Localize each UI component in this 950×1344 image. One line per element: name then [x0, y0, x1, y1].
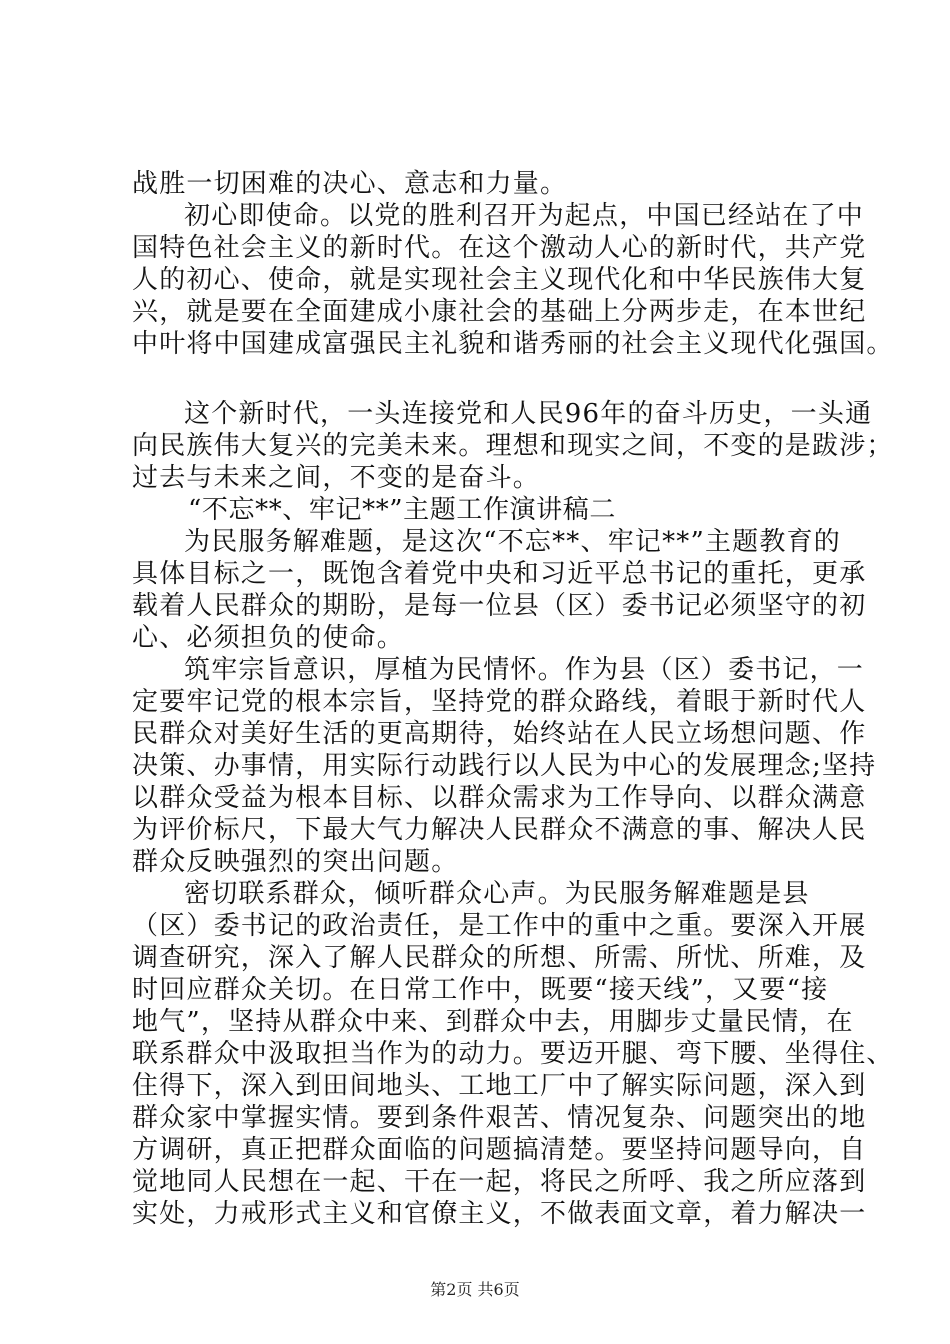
section-title: “不忘**、牢记**”主题工作演讲稿二: [188, 495, 616, 525]
text-line: 时回应群众关切。在日常工作中，既要“接天线”，又要“接: [132, 975, 829, 1005]
text-line: 过去与未来之间，不变的是奋斗。: [132, 463, 541, 493]
text-line: 具体目标之一，既饱含着党中央和习近平总书记的重托，更承: [132, 559, 867, 589]
text-line: 初心即使命。以党的胜利召开为起点，中国已经站在了中: [184, 201, 865, 231]
text-line: 筑牢宗旨意识，厚植为民情怀。作为县（区）委书记，一: [184, 655, 865, 685]
text-line: 联系群众中汲取担当作为的动力。要迈开腿、弯下腰、坐得住、: [132, 1039, 894, 1069]
text-line: 密切联系群众，倾听群众心声。为民服务解难题是县: [184, 879, 810, 909]
text-line: 为民服务解难题，是这次“不忘**、牢记**”主题教育的: [184, 527, 841, 557]
text-line: 觉地同人民想在一起、干在一起，将民之所呼、我之所应落到: [132, 1167, 867, 1197]
text-line: 群众反映强烈的突出问题。: [132, 847, 459, 877]
text-line: 国特色社会主义的新时代。在这个激动人心的新时代，共产党: [132, 233, 867, 263]
text-line: 定要牢记党的根本宗旨，坚持党的群众路线，着眼于新时代人: [132, 687, 867, 717]
text-line: 载着人民群众的期盼，是每一位县（区）委书记必须坚守的初: [132, 591, 867, 621]
text-line: 决策、办事情，用实际行动践行以人民为中心的发展理念;坚持: [132, 751, 877, 781]
text-line: （区）委书记的政治责任，是工作中的重中之重。要深入开展: [132, 911, 867, 941]
text-line: 心、必须担负的使命。: [132, 623, 405, 653]
text-line: 向民族伟大复兴的完美未来。理想和现实之间，不变的是跋涉；: [132, 431, 894, 461]
page-footer: 第2页 共6页: [430, 1280, 520, 1299]
text-line: 调查研究，深入了解人民群众的所想、所需、所忧、所难，及: [132, 943, 867, 973]
text-line: 实处，力戒形式主义和官僚主义，不做表面文章，着力解决一: [132, 1199, 867, 1229]
text-line: 地气”，坚持从群众中来、到群众中去，用脚步丈量民情，在: [132, 1007, 854, 1037]
text-line: 为评价标尺，下最大气力解决人民群众不满意的事、解决人民: [132, 815, 867, 845]
text-line: 群众家中掌握实情。要到条件艰苦、情况复杂、问题突出的地: [132, 1103, 867, 1133]
text-line: 民群众对美好生活的更高期待，始终站在人民立场想问题、作: [132, 719, 867, 749]
paragraph-gap: [132, 360, 832, 398]
text-line: 战胜一切困难的决心、意志和力量。: [132, 169, 568, 199]
text-line: 住得下，深入到田间地头、工地工厂中了解实际问题，深入到: [132, 1071, 867, 1101]
text-line: 人的初心、使命，就是实现社会主义现代化和中华民族伟大复: [132, 265, 867, 295]
text-line: 方调研，真正把群众面临的问题搞清楚。要坚持问题导向，自: [132, 1135, 867, 1165]
text-line: 以群众受益为根本目标、以群众需求为工作导向、以群众满意: [132, 783, 867, 813]
text-line: 兴，就是要在全面建成小康社会的基础上分两步走，在本世纪: [132, 297, 867, 327]
document-body: [132, 168, 894, 1230]
text-line: 中叶将中国建成富强民主礼貌和谐秀丽的社会主义现代化强国。: [132, 329, 894, 359]
text-line: 这个新时代，一头连接党和人民96年的奋斗历史，一头通: [184, 399, 873, 429]
